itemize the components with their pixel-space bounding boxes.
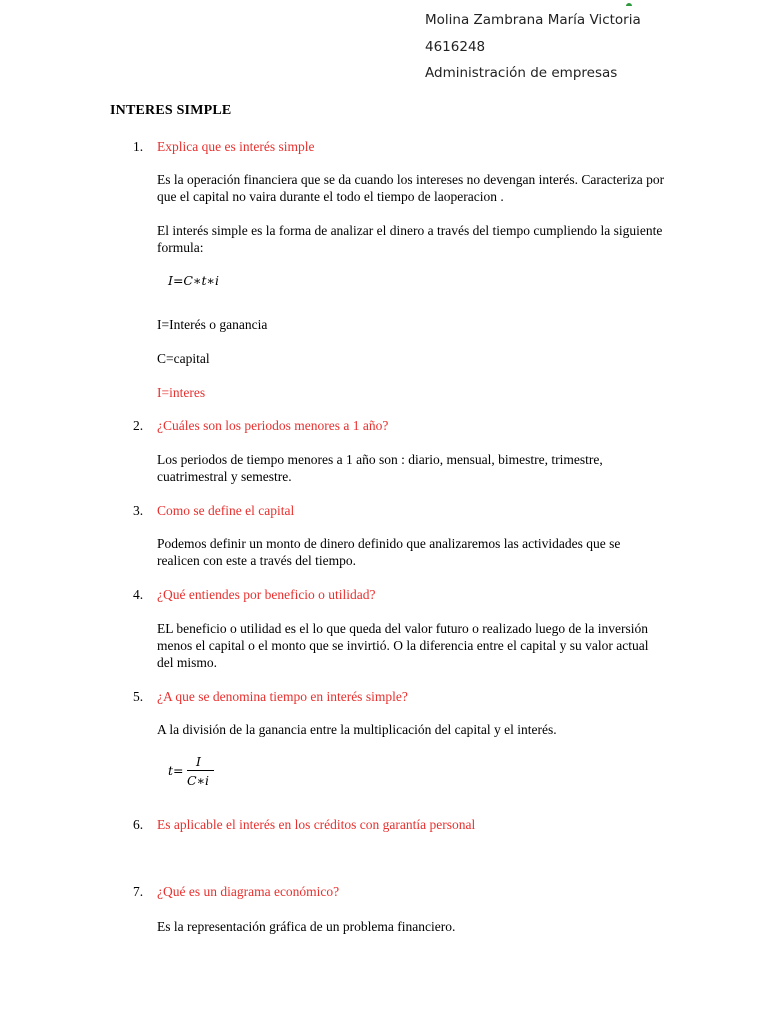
question-text: Como se define el capital <box>157 503 295 518</box>
answer-paragraph: Los periodos de tiempo menores a 1 año son : diario, mensual, bimestre, trimestre, cuatrimestral y semestre. <box>157 452 603 484</box>
formula-lhs: t= <box>168 763 184 778</box>
student-id: 4616248 <box>425 39 486 55</box>
definition-line: I=interes <box>157 385 206 400</box>
question-number: 2. <box>133 418 144 433</box>
formula-interest: I=C∗t∗i <box>168 273 219 288</box>
question-number: 7. <box>133 884 144 899</box>
question-number: 3. <box>133 503 144 518</box>
answer-paragraph: EL beneficio o utilidad es el lo que queda del valor futuro o realizado luego de la inversión menos el capital o el monto que se invirtió. O la diferencia entre el capital y su valor actual del mismo. <box>157 621 649 670</box>
definition-line: C=capital <box>157 351 210 366</box>
question-number: 4. <box>133 587 144 602</box>
formula-numerator: I <box>196 754 201 769</box>
question-number: 6. <box>133 817 144 832</box>
question-text: ¿A que se denomina tiempo en interés simple? <box>157 689 408 704</box>
question-text: ¿Qué es un diagrama económico? <box>157 884 340 899</box>
student-name: Molina Zambrana María Victoria <box>425 12 641 28</box>
answer-paragraph: Es la operación financiera que se da cuando los intereses no devengan interés. Caracteriza por que el capital no vaira durante el todo el tiempo de laoperacion . <box>157 172 665 204</box>
question-text: ¿Qué entiendes por beneficio o utilidad? <box>157 587 376 602</box>
fraction-bar <box>187 770 214 771</box>
document-title: INTERES SIMPLE <box>110 103 232 118</box>
answer-paragraph: A la división de la ganancia entre la multiplicación del capital y el interés. <box>157 722 557 737</box>
formula-denominator: C∗i <box>187 773 210 788</box>
question-text: Es aplicable el interés en los créditos con garantía personal <box>157 817 476 832</box>
question-number: 1. <box>133 139 144 154</box>
decorative-mark <box>626 3 632 6</box>
student-career: Administración de empresas <box>425 65 618 81</box>
question-text: Explica que es interés simple <box>157 139 315 154</box>
question-number: 5. <box>133 689 144 704</box>
definition-line: I=Interés o ganancia <box>157 317 268 332</box>
question-text: ¿Cuáles son los periodos menores a 1 año? <box>157 418 389 433</box>
answer-paragraph: Es la representación gráfica de un problema financiero. <box>157 919 456 934</box>
answer-paragraph: Podemos definir un monto de dinero definido que analizaremos las actividades que se realicen con este a través del tiempo. <box>157 536 621 568</box>
answer-paragraph: El interés simple es la forma de analizar el dinero a través del tiempo cumpliendo la siguiente formula: <box>157 223 663 255</box>
